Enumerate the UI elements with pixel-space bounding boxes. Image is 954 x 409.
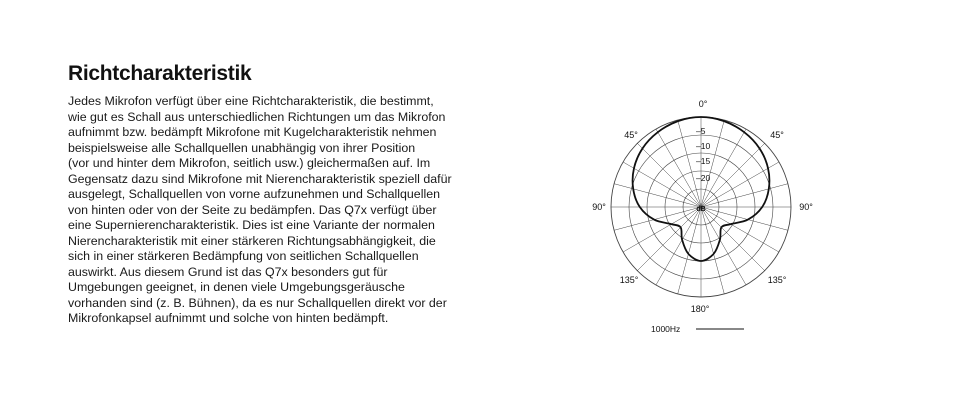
paragraph-line: (vor und hinter dem Mikrofon, seitlich usw.) gleichermaßen auf. Im — [68, 156, 431, 170]
angle-label-0: 0° — [698, 99, 708, 109]
body-paragraph — [68, 94, 488, 327]
paragraph-line: beispielsweise alle Schallquellen unabhängig von ihrer Position — [68, 140, 416, 155]
grid-spoke — [614, 207, 701, 230]
paragraph-line: Umgebungen geeignet, in denen viele Umgebungsgeräusche — [68, 280, 405, 294]
grid-spoke — [678, 207, 701, 294]
angle-label-45-right: 45° — [770, 130, 784, 140]
grid-spoke — [623, 207, 701, 252]
paragraph-line: Mikrofonkapsel aufnimmt und solche von hinten bedämpft. — [68, 311, 389, 325]
grid-spoke — [701, 207, 765, 271]
paragraph-line: sich in einer stärkeren Bedämpfung von seitlichen Schallquellen — [68, 249, 419, 263]
grid-spoke — [637, 143, 701, 207]
grid-spoke — [701, 207, 788, 230]
paragraph-line: auswirkt. Aus diesem Grund ist das Q7x besonders gut für — [68, 264, 388, 279]
legend-label: 1000Hz — [651, 324, 681, 334]
paragraph-line: ausgelegt, Schallquellen von vorne aufzunehmen und Schallquellen — [68, 187, 440, 201]
page-title: Richtcharakteristik — [68, 62, 252, 85]
angle-label-45-left: 45° — [624, 130, 638, 140]
angle-label-180: 180° — [690, 304, 710, 314]
grid-spoke — [701, 184, 788, 207]
paragraph-line: vorhanden sind (z. B. Bühnen), da es nur Schallquellen direkt vor der — [68, 295, 447, 310]
paragraph-line: wie gut es Schall aus unterschiedlichen Richtungen um das Mikrofon — [68, 109, 446, 124]
paragraph-line: eine Supernierencharakteristik. Dies ist eine Variante der normalen — [68, 218, 435, 232]
paragraph-line: Jedes Mikrofon verfügt über eine Richtcharakteristik, die bestimmt, — [68, 94, 434, 108]
grid-spoke — [701, 143, 765, 207]
db-label-20: –20 — [696, 173, 711, 183]
grid-spoke — [701, 207, 779, 252]
angle-label-135-right: 135° — [767, 275, 787, 285]
grid-spoke — [614, 184, 701, 207]
grid-spoke — [656, 207, 701, 285]
paragraph-line: Gegensatz dazu sind Mikrofone mit Nierencharakteristik speziell dafür — [68, 171, 452, 186]
angle-label-135-left: 135° — [619, 275, 639, 285]
grid-spoke — [637, 207, 701, 271]
polar-pattern-chart — [580, 90, 830, 350]
db-label-5: –5 — [696, 126, 706, 136]
db-label-15: –15 — [696, 156, 711, 166]
paragraph-line: aufnimmt bzw. bedämpft Mikrofone mit Kugelcharakteristik nehmen — [68, 125, 437, 139]
angle-label-90-right: 90° — [799, 202, 813, 212]
angle-label-90-left: 90° — [592, 202, 606, 212]
center-db-label: dB — [696, 206, 706, 213]
grid-spoke — [656, 129, 701, 207]
grid-spoke — [701, 207, 746, 285]
grid-spoke — [701, 207, 724, 294]
paragraph-line: von hinten oder von der Seite zu bedämpfen. Das Q7x verfügt über — [68, 202, 437, 217]
paragraph-line: Nierencharakteristik mit einer stärkeren Richtungsabhängigkeit, die — [68, 233, 436, 248]
db-label-10: –10 — [696, 141, 711, 151]
